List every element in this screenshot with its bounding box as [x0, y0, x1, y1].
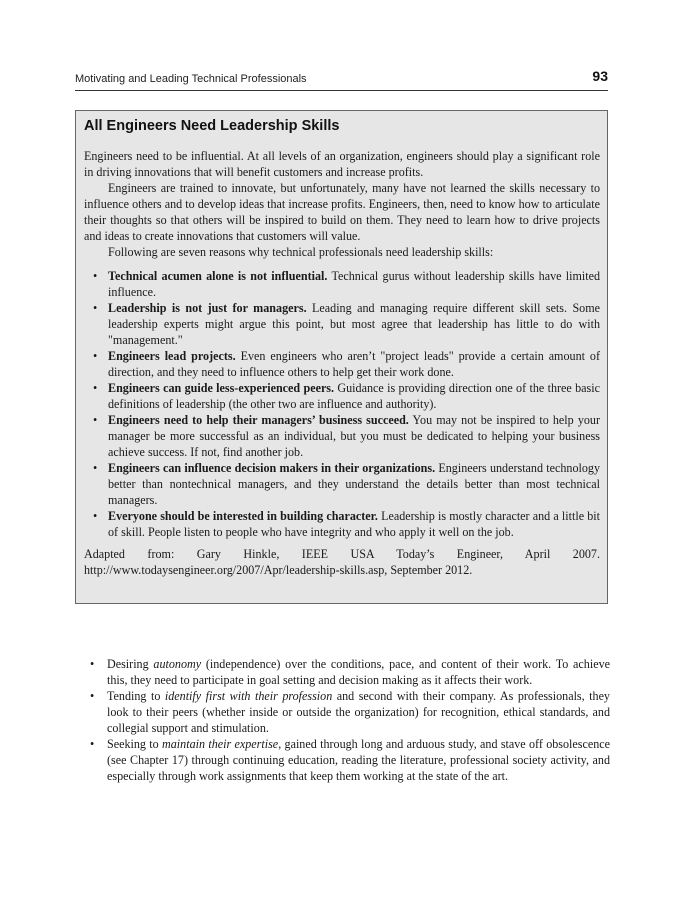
- bullet-icon: •: [90, 657, 95, 671]
- emphasis: maintain their expertise: [162, 737, 279, 751]
- reason-text: You may not be inspired to help your manager be more successful as an individual, but you must be dedicated to helping your business achieve success. If not, find another job.: [108, 413, 600, 459]
- list-item: • Seeking to maintain their expertise, gained through long and arduous study, and stave off obsolescence (see Chapter 17) through continuing education, reading the literature, professional society activity, and especially through work assignments that keep them working at the state of the art.: [90, 737, 611, 783]
- sidebar-heading: All Engineers Need Leadership Skills: [84, 118, 340, 134]
- reason-text: Leading and managing require different skill sets. Some leadership experts might argue this point, but most agree that leadership has little to do with "management.": [108, 301, 600, 347]
- list-item: [84, 348, 600, 380]
- reason-text: Engineers understand technology better than nontechnical managers, and they understand the details better than most technical managers.: [108, 461, 600, 507]
- source-citation: Adapted from: Gary Hinkle, IEEE USA Today’s Engineer, April 2007. http://www.todaysengineer.org/2007/Apr/leadership-skills.asp, September 2012.: [84, 547, 600, 577]
- reason-lead: Technical acumen alone is not influential.: [108, 269, 328, 283]
- professional-traits-list: [85, 656, 610, 784]
- page-number: 93: [592, 68, 608, 84]
- list-item: • Tending to identify first with their profession and second with their company. As professionals, they look to their peers (whether inside or outside the organization) for recognition, ethical standards, and collegial support and stimulation.: [90, 689, 610, 735]
- running-header: [75, 68, 608, 91]
- main-text: [85, 656, 610, 784]
- sidebar-paragraph: Following are seven reasons why technical professionals need leadership skills:: [108, 245, 494, 259]
- reason-text: Leadership is mostly character and a little bit of skill. People listen to people who have integrity and who apply it well on the job.: [108, 509, 600, 539]
- bullet-icon: •: [90, 689, 95, 703]
- emphasis: identify first with their profession: [164, 689, 333, 703]
- list-item: • Desiring autonomy (independence) over the conditions, pace, and content of their work. To achieve this, they need to participate in goal setting and decision making as it affects their work.: [90, 657, 610, 687]
- reason-lead: Leadership is not just for managers.: [108, 301, 307, 315]
- list-item: [84, 412, 600, 460]
- bullet-icon: •: [93, 301, 98, 315]
- sidebar-body: [84, 148, 600, 578]
- list-item: [84, 300, 600, 348]
- reason-lead: Everyone should be interested in building character.: [108, 509, 378, 523]
- emphasis: autonomy: [153, 657, 202, 671]
- bullet-icon: •: [90, 737, 95, 751]
- reason-lead: Engineers can guide less-experienced peers.: [108, 381, 335, 395]
- bullet-icon: •: [93, 269, 98, 283]
- reason-lead: Engineers can influence decision makers in their organizations.: [108, 461, 436, 475]
- leadership-reasons-list: [84, 268, 600, 540]
- list-item: [84, 268, 600, 300]
- bullet-icon: •: [93, 349, 98, 363]
- running-title: Motivating and Leading Technical Professionals: [75, 73, 307, 85]
- bullet-icon: •: [93, 413, 98, 427]
- sidebar-paragraph: Engineers need to be influential. At all levels of an organization, engineers should play a significant role in driving innovations that will benefit customers and increase profits.: [84, 149, 600, 179]
- bullet-icon: •: [93, 509, 98, 523]
- list-item: [84, 460, 600, 508]
- sidebar-box: [75, 110, 608, 604]
- bullet-icon: •: [93, 461, 98, 475]
- list-item: [84, 508, 600, 540]
- sidebar-paragraph: Engineers are trained to innovate, but unfortunately, many have not learned the skills necessary to influence others and to develop ideas that increase profits. Engineers, then, need to know how to articulate their thoughts so that others will be inspired to build on them. They need to learn how to drive projects and ideas to create innovations that customers will value.: [84, 181, 600, 243]
- reason-text: Technical gurus without leadership skills have limited influence.: [108, 269, 601, 299]
- reason-lead: Engineers lead projects.: [108, 349, 236, 363]
- reason-text: Guidance is providing direction one of the three basic definitions of leadership (the other two are influence and authority).: [108, 381, 600, 411]
- list-item: [84, 380, 600, 412]
- reason-text: Even engineers who aren’t "project leads" provide a certain amount of direction, and they need to influence others to help get their work done.: [108, 349, 601, 379]
- bullet-icon: •: [93, 381, 98, 395]
- reason-lead: Engineers need to help their managers’ business succeed.: [108, 413, 409, 427]
